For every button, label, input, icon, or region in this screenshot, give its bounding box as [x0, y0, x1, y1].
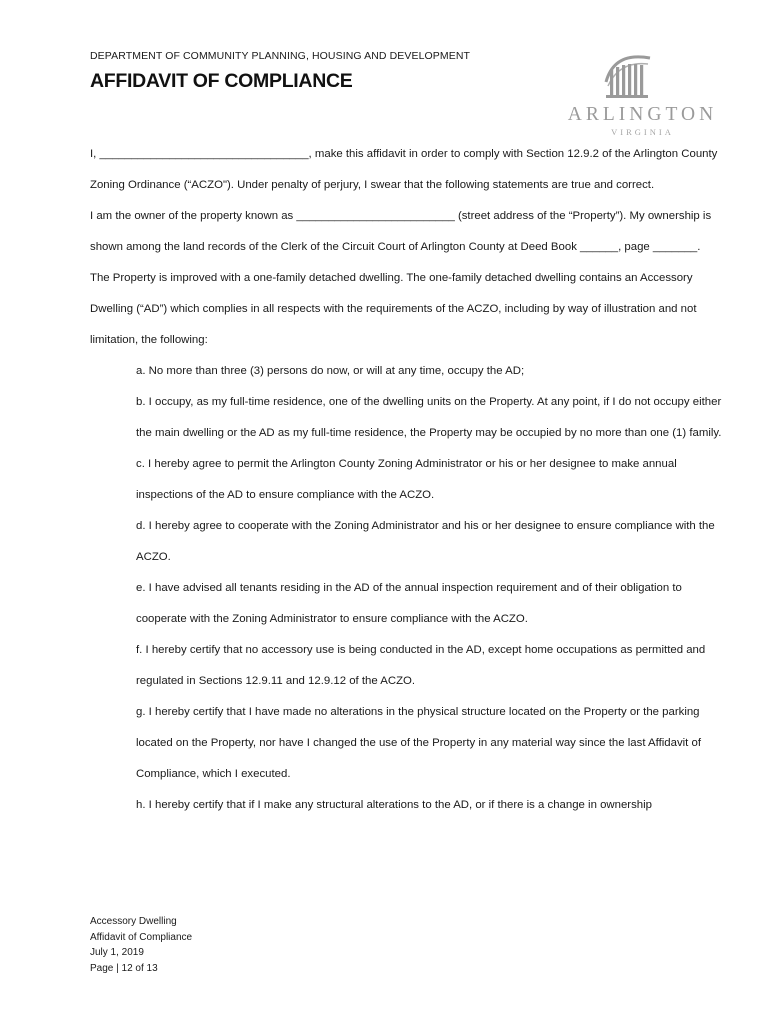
- list-item: f. I hereby certify that no accessory use is being conducted in the AD, except home occupations as permitted and regulated in Sections 12.9.11 and 12.9.12 of the ACZO.: [136, 644, 706, 687]
- logo-subtitle: VIRGINIA: [611, 127, 674, 137]
- ownership-paragraph: I am the owner of the property known as _________________________ (street address of the “Property”). My ownership is shown among the land records of the Clerk of the Circuit Court of Arlington County at Deed Book ______, page _______. The Property is improved with a one-family detached dwelling. The one-family detached dwelling contains an Accessory Dwelling (“AD”) which complies in all respects with the requirements of the ACZO, including by way of illustration and not limitation, the following:: [90, 210, 712, 346]
- document-title: AFFIDAVIT OF COMPLIANCE: [90, 70, 353, 92]
- footer-page-number: Page | 12 of 13: [90, 962, 158, 974]
- list-item: h. I hereby certify that if I make any structural alterations to the AD, or if there is a change in ownership: [136, 799, 652, 811]
- department-heading: DEPARTMENT OF COMMUNITY PLANNING, HOUSING AND DEVELOPMENT: [90, 50, 471, 62]
- affidavit-body: [90, 139, 722, 821]
- list-item: g. I hereby certify that I have made no alterations in the physical structure located on the Property or the parking located on the Property, nor have I changed the use of the Property in any material way since the last Affidavit of Compliance, which I executed.: [136, 706, 702, 780]
- list-item: b. I occupy, as my full-time residence, one of the dwelling units on the Property. At any point, if I do not occupy either the main dwelling or the AD as my full-time residence, the Property may be occupied by no more than one (1) family.: [136, 396, 722, 439]
- page-footer: [90, 914, 192, 976]
- footer-date: July 1, 2019: [90, 947, 144, 958]
- logo-wordmark: ARLINGTON: [567, 104, 718, 125]
- intro-paragraph: I, _________________________________, make this affidavit in order to comply with Section 12.9.2 of the Arlington County Zoning Ordinance (“ACZO"). Under penalty of perjury, I swear that the following statements are true and correct.: [90, 148, 718, 191]
- list-item: d. I hereby agree to cooperate with the Zoning Administrator and his or her designee to ensure compliance with the ACZO.: [136, 520, 715, 563]
- list-item: c. I hereby agree to permit the Arlington County Zoning Administrator or his or her designee to make annual inspections of the AD to ensure compliance with the ACZO.: [136, 458, 677, 501]
- footer-document-name: Accessory Dwelling: [90, 916, 177, 927]
- list-item: e. I have advised all tenants residing in the AD of the annual inspection requirement and of their obligation to cooperate with the Zoning Administrator to ensure compliance with the ACZO.: [136, 582, 682, 625]
- arlington-logo: [550, 48, 735, 143]
- footer-form-name: Affidavit of Compliance: [90, 931, 193, 943]
- arlington-house-columns-icon: [602, 52, 654, 100]
- list-item: a. No more than three (3) persons do now, or will at any time, occupy the AD;: [136, 365, 525, 377]
